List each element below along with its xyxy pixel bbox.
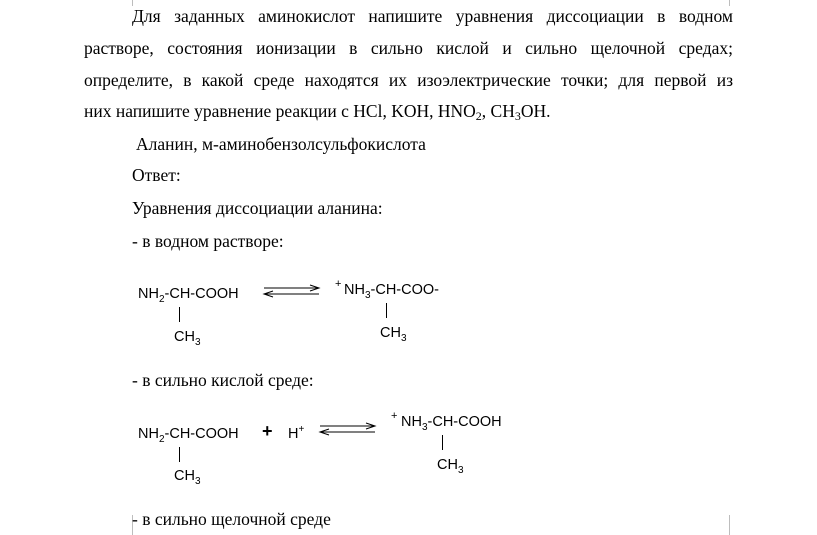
eq1-product-methyl: $CH_3$ — [380, 325, 407, 344]
answer-label: Ответ: — [132, 165, 181, 185]
eq1-product-bond — [386, 303, 387, 318]
task-line-3: определите, в какой среде находятся их изоэлектрические точки; для первой из — [84, 70, 733, 90]
eq1-product-charge: + — [335, 278, 342, 290]
task-line-2: растворе, состояния ионизации в сильно кислой и сильно щелочной средах; — [84, 38, 733, 58]
task-line-1: Для заданных аминокислот напишите уравнения диссоциации в водном — [132, 6, 733, 26]
eq1-product: $NH_3-CH-COO-$ — [344, 282, 439, 301]
eq2-product-bond — [442, 435, 443, 450]
eq1-equilibrium-arrow — [262, 283, 322, 299]
eq2-proton: H+ — [288, 424, 305, 442]
task-line-4: них напишите уравнение реакции с HCl, KOH, $HNO_2$, $CH_3OH$. — [84, 101, 551, 123]
section-acidic: - в сильно кислой среде: — [132, 370, 314, 390]
eq2-reactant-methyl: $CH_3$ — [174, 468, 201, 487]
eq2-product: $NH_3-CH$-COOH — [401, 414, 502, 433]
eq2-plus-sign: + — [262, 421, 273, 441]
section-alkaline: - в сильно щелочной среде — [132, 509, 331, 529]
eq2-reactant-bond — [179, 447, 180, 462]
eq2-product-charge: + — [391, 410, 398, 422]
section-aqueous: - в водном растворе: — [132, 231, 284, 251]
eq1-reactant-bond — [179, 307, 180, 322]
eq1-reactant-methyl: $CH_3$ — [174, 329, 201, 348]
eq1-reactant: $NH_2-CH$-COOH — [138, 286, 239, 305]
dissociation-heading: Уравнения диссоциации аланина: — [132, 198, 383, 218]
compounds-line: Аланин, м-аминобензолсульфокислота — [136, 134, 426, 154]
eq2-reactant: $NH_2-CH$-COOH — [138, 426, 239, 445]
eq2-product-methyl: $CH_3$ — [437, 457, 464, 476]
eq2-equilibrium-arrow — [318, 421, 378, 437]
